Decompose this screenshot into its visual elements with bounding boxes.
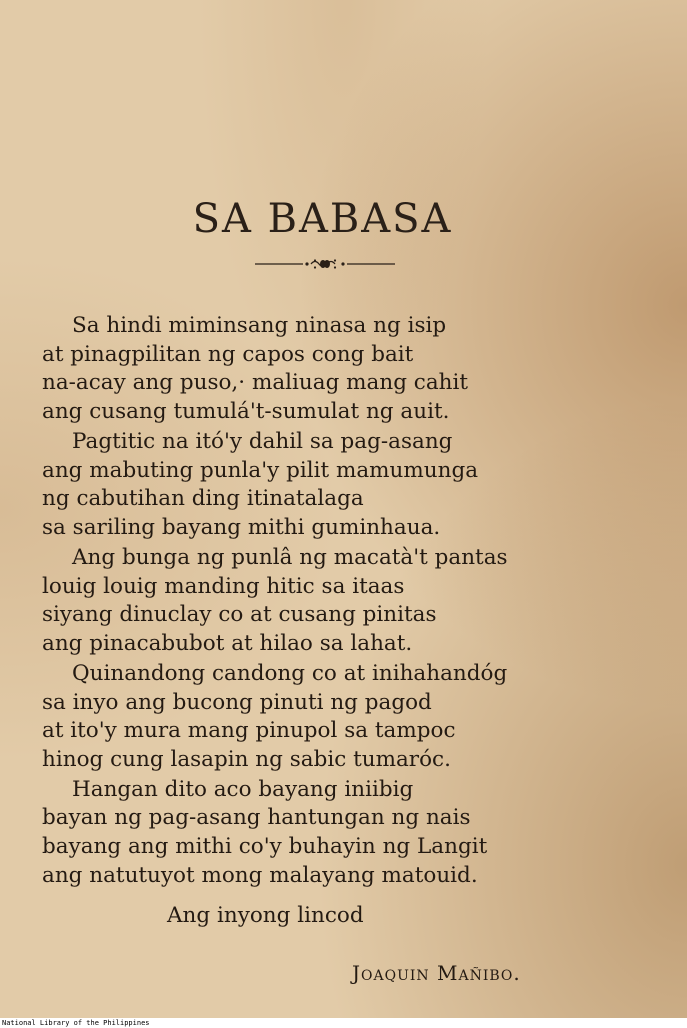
poem-line: at ito'y mura mang pinupol sa tampoc	[42, 718, 456, 744]
poem-line: ang mabuting punla'y pilit mamumunga	[42, 457, 479, 483]
poem-line: bayan ng pag-asang hantungan ng nais	[42, 805, 471, 831]
poem-line: ang natutuyot mong malayang matouid.	[42, 862, 478, 888]
poem-line: sa inyo ang bucong pinuti ng pagod	[42, 689, 432, 715]
poem-line: at pinagpilitan ng capos cong bait	[42, 341, 414, 367]
poem-line: louig louig manding hitic sa itaas	[42, 573, 405, 599]
poem-line: Quinandong candong co at inihahandóg	[72, 660, 508, 686]
poem-line: Pagtitic na itó'y dahil sa pag-asang	[72, 428, 453, 454]
author-signature: Joaquin Mañibo.	[352, 961, 521, 985]
poem-line: hinog cung lasapin ng sabic tumaróc.	[42, 746, 451, 772]
library-credit: National Library of the Philippines	[2, 1019, 150, 1027]
poem-line: ang cusang tumulá't-sumulat ng auit.	[42, 398, 450, 424]
poem-line: Sa hindi miminsang ninasa ng isip	[72, 313, 447, 338]
stanza	[42, 428, 642, 542]
poem-line: sa sariling bayang mithi guminhaua.	[42, 514, 441, 540]
poem-line: siyang dinuclay co at cusang pinitas	[42, 602, 437, 628]
poem-line: na-acay ang puso,· maliuag mang cahit	[42, 370, 469, 396]
poem	[42, 312, 642, 892]
stanza	[42, 312, 642, 426]
closing-line: Ang inyong lincod	[167, 903, 364, 928]
poem-line: Ang bunga ng punlâ ng macatà't pantas	[72, 544, 508, 570]
stanza	[42, 544, 642, 658]
stanza	[42, 660, 642, 774]
ornament-divider	[255, 256, 395, 272]
page-title: SA BABASA	[192, 196, 453, 242]
poem-line: Hangan dito aco bayang iniibig	[72, 776, 414, 802]
poem-line: ang pinacabubot at hilao sa lahat.	[42, 630, 413, 656]
stanza	[42, 776, 642, 890]
poem-line: ng cabutihan ding itinatalaga	[42, 486, 364, 512]
poem-line: bayang ang mithi co'y buhayin ng Langit	[42, 834, 488, 860]
